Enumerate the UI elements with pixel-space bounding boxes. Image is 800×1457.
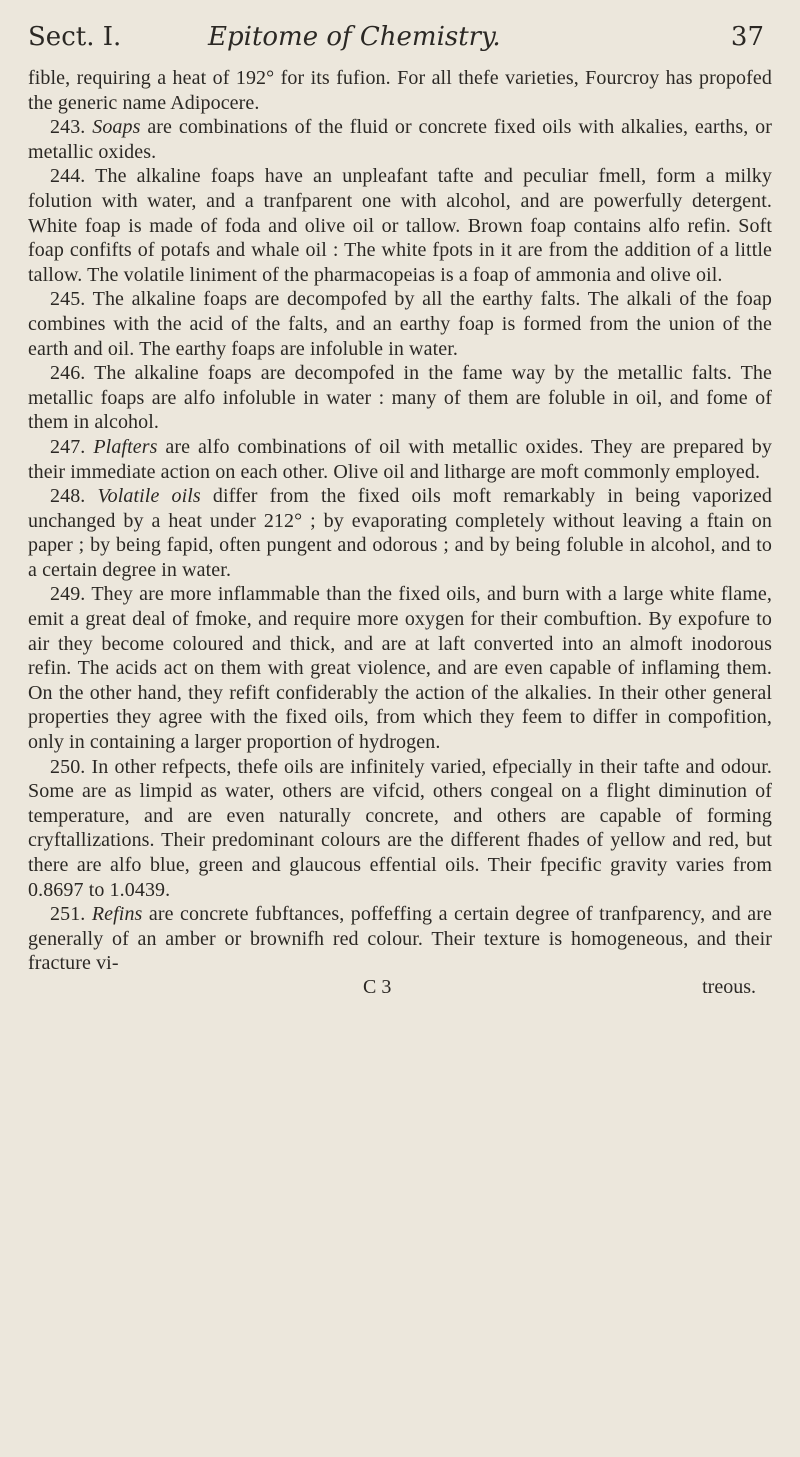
paragraph-text: differ from the fixed oils moft remarkably in being vaporized unchanged by a heat under 212° ; by evaporating completely without leaving a ftain on paper ; by being fapid, often pungent and odorous ; and by being foluble in alcohol, and to a certain degree in water. <box>28 485 772 581</box>
section-label: Sect. I. <box>28 22 122 52</box>
body-text <box>28 66 772 976</box>
paragraph-number: 248. <box>50 485 86 508</box>
paragraph-text: are alfo combinations of oil with metallic oxides. They are prepared by their immediate action on each other. Olive oil and litharge are moft commonly employed. <box>28 435 772 483</box>
paragraph-249 <box>28 582 772 754</box>
paragraph-text: They are more inflammable than the fixed oils, and burn with a large white flame, emit a great deal of fmoke, and require more oxygen for their combuftion. By expofure to air they become coloured and thick, and are at laft converted into an almoft inodorous refin. The acids act on them with great violence, and are even capable of inflaming them. On the other hand, they refift confiderably the action of the alkalies. In their other general properties they agree with the fixed oils, from which they feem to differ in compofition, only in containing a larger proportion of hydrogen. <box>28 583 772 754</box>
paragraph-number: 245. <box>50 288 86 311</box>
paragraph-number: 249. <box>50 583 86 606</box>
paragraph-term: Soaps <box>92 116 141 139</box>
paragraph-244 <box>28 164 772 287</box>
paragraph-continuation <box>28 66 772 115</box>
paragraph-248 <box>28 484 772 582</box>
paragraph-term: Refins <box>91 903 143 926</box>
paragraph-number: 246. <box>50 362 86 385</box>
paragraph-number: 247. <box>50 435 86 458</box>
paragraph-text: are combinations of the fluid or concrete fixed oils with alkalies, earths, or metallic oxides. <box>28 116 773 163</box>
catchword: treous. <box>702 975 756 998</box>
paragraph-text: The alkaline foaps are decompofed in the fame way by the metallic falts. The metallic foaps are alfo infoluble in water : many of them are foluble in oil, and fome of them in alcohol. <box>28 362 772 434</box>
paragraph-246 <box>28 361 772 435</box>
page-number: 37 <box>730 22 764 52</box>
paragraph-number: 251. <box>50 903 86 926</box>
paragraph-text: In other refpects, thefe oils are infinitely varied, efpecially in their tafte and odour. Some are as limpid as water, others are vifcid, others congeal on a flight diminution of temperature, and are even naturally concrete, and others are capable of forming cryftallizations. Their predominant colours are the different fhades of yellow and red, but there are alfo blue, green and glaucous effential oils. Their fpecific gravity varies from 0.8697 to 1.0439. <box>28 755 772 901</box>
page-footer <box>28 976 772 1006</box>
paragraph-number: 243. <box>50 116 86 139</box>
paragraph-text: The alkaline foaps are decompofed by all the earthy falts. The alkali of the foap combines with the acid of the falts, and an earthy foap is formed from the union of the earth and oil. The earthy foaps are infoluble in water. <box>28 288 772 360</box>
paragraph-text: fible, requiring a heat of 192° for its fufion. For all thefe varieties, Fourcroy has propofed the generic name Adipocere. <box>28 67 772 114</box>
signature-mark: C 3 <box>363 975 392 998</box>
paragraph-text: The alkaline foaps have an unpleafant tafte and peculiar fmell, form a milky folution with water, and a tranfparent one with alcohol, and are powerfully detergent. White foap is made of foda and olive oil or tallow. Brown foap contains alfo refin. Soft foap confifts of potafs and whale oil : The white fpots in it are from the addition of a little tallow. The volatile liniment of the pharmacopeias is a foap of ammonia and olive oil. <box>28 165 772 286</box>
paragraph-term: Plafters <box>93 435 158 458</box>
running-title: Epitome of Chemistry. <box>208 22 501 52</box>
paragraph-number: 244. <box>50 165 86 188</box>
paragraph-term: Volatile oils <box>97 485 201 508</box>
paragraph-251 <box>28 902 772 976</box>
paragraph-247 <box>28 435 772 484</box>
paragraph-number: 250. <box>50 755 86 778</box>
paragraph-250 <box>28 755 772 903</box>
paragraph-text: are concrete fubftances, poffeffing a certain degree of tranfparency, and are generally of an amber or brownifh red colour. Their texture is homogeneous, and their fracture vi- <box>28 903 772 975</box>
running-header <box>28 22 772 66</box>
paragraph-245 <box>28 287 772 361</box>
paragraph-243 <box>28 115 772 164</box>
